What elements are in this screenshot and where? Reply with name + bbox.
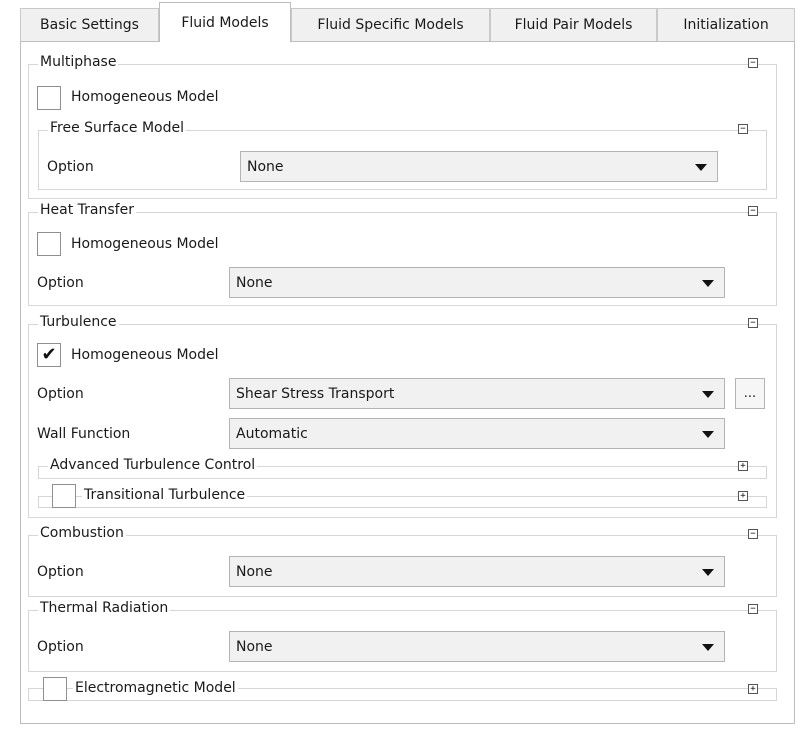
transitional-turbulence-expand-icon[interactable]: +: [738, 491, 748, 501]
heat-transfer-title: Heat Transfer: [40, 202, 134, 218]
thermal-radiation-option-label: Option: [37, 639, 84, 655]
checkmark-icon: ✔: [41, 344, 57, 365]
heat-transfer-collapse-icon[interactable]: −: [748, 206, 758, 216]
tab-fluid-models[interactable]: [159, 2, 291, 42]
electromagnetic-expand-icon[interactable]: +: [748, 684, 758, 694]
tab-label: Initialization: [683, 17, 769, 33]
advanced-turbulence-title: Advanced Turbulence Control: [50, 457, 256, 473]
thermal-radiation-title: Thermal Radiation: [40, 600, 169, 616]
tab-fluid-specific-models[interactable]: [291, 8, 490, 41]
heat-transfer-homogeneous-label: Homogeneous Model: [71, 236, 219, 252]
turbulence-homogeneous-checkbox[interactable]: [37, 343, 61, 367]
combustion-option-select[interactable]: [229, 556, 725, 587]
heat-transfer-homogeneous-checkbox[interactable]: [37, 232, 61, 256]
electromagnetic-checkbox[interactable]: [43, 677, 67, 701]
select-value: None: [236, 638, 273, 655]
chevron-down-icon: [695, 164, 707, 171]
tab-label: Fluid Models: [181, 14, 269, 31]
transitional-turbulence-checkbox[interactable]: [52, 484, 76, 508]
wall-function-label: Wall Function: [37, 426, 131, 442]
tab-initialization[interactable]: [657, 8, 795, 41]
free-surface-option-label: Option: [47, 159, 94, 175]
turbulence-options-button[interactable]: ...: [735, 378, 765, 409]
multiphase-title: Multiphase: [40, 54, 117, 70]
free-surface-option-select[interactable]: [240, 151, 718, 182]
chevron-down-icon: [702, 391, 714, 398]
chevron-down-icon: [702, 644, 714, 651]
thermal-radiation-collapse-icon[interactable]: −: [748, 604, 758, 614]
multiphase-collapse-icon[interactable]: −: [748, 58, 758, 68]
chevron-down-icon: [702, 280, 714, 287]
select-value: None: [236, 563, 273, 580]
turbulence-option-select[interactable]: [229, 378, 725, 409]
select-value: Automatic: [236, 425, 308, 442]
combustion-title: Combustion: [40, 525, 124, 541]
wall-function-select[interactable]: [229, 418, 725, 449]
free-surface-title: Free Surface Model: [50, 120, 184, 136]
heat-transfer-option-label: Option: [37, 275, 84, 291]
tab-fluid-pair-models[interactable]: [490, 8, 657, 41]
multiphase-homogeneous-label: Homogeneous Model: [71, 89, 219, 105]
combustion-option-label: Option: [37, 564, 84, 580]
turbulence-title: Turbulence: [40, 314, 117, 330]
multiphase-homogeneous-checkbox[interactable]: [37, 86, 61, 110]
select-value: Shear Stress Transport: [236, 385, 395, 402]
free-surface-collapse-icon[interactable]: −: [738, 124, 748, 134]
advanced-turbulence-expand-icon[interactable]: +: [738, 461, 748, 471]
select-value: None: [247, 158, 284, 175]
heat-transfer-option-select[interactable]: [229, 267, 725, 298]
combustion-collapse-icon[interactable]: −: [748, 529, 758, 539]
tab-label: Fluid Specific Models: [317, 17, 464, 33]
turbulence-option-label: Option: [37, 386, 84, 402]
tab-label: Fluid Pair Models: [514, 17, 633, 33]
transitional-turbulence-label: Transitional Turbulence: [84, 487, 246, 503]
turbulence-collapse-icon[interactable]: −: [748, 318, 758, 328]
tab-label: Basic Settings: [40, 17, 139, 33]
turbulence-homogeneous-label: Homogeneous Model: [71, 347, 219, 363]
select-value: None: [236, 274, 273, 291]
chevron-down-icon: [702, 569, 714, 576]
electromagnetic-label: Electromagnetic Model: [75, 680, 236, 696]
tab-basic-settings[interactable]: [20, 8, 159, 41]
chevron-down-icon: [702, 431, 714, 438]
thermal-radiation-option-select[interactable]: [229, 631, 725, 662]
